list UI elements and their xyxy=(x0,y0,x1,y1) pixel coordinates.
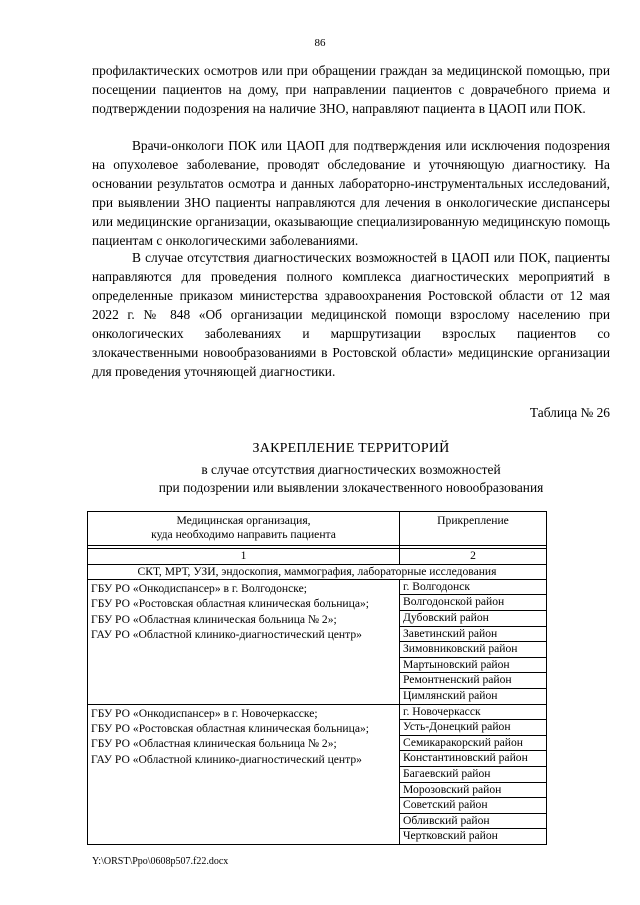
paragraph-2 xyxy=(92,136,610,250)
district-cell: Заветинский район xyxy=(400,626,547,642)
organization-name: ГБУ РО «Онкодиспансер» в г. Волгодонске; xyxy=(91,581,307,595)
organization-name: ГБУ РО «Ростовская областная клиническая больница»; xyxy=(91,597,370,611)
district-cell: Дубовский район xyxy=(400,611,547,627)
district-cell: Багаевский район xyxy=(400,766,547,782)
district-cell: Советский район xyxy=(400,798,547,814)
table-row xyxy=(88,579,547,595)
footer-file-path: Y:\ORST\Ppo\0608p507.f22.docx xyxy=(92,856,229,867)
organization-name: ГБУ РО «Ростовская областная клиническая больница»; xyxy=(91,721,370,735)
header-organization-line-1: Медицинская организация, xyxy=(176,514,311,527)
district-cell: Константиновский район xyxy=(400,751,547,767)
section-title: СКТ, МРТ, УЗИ, эндоскопия, маммография, лабораторные исследования xyxy=(88,564,547,579)
district-cell: Ремонтненский район xyxy=(400,673,547,689)
district-cell: Морозовский район xyxy=(400,782,547,798)
organization-name: ГБУ РО «Областная клиническая больница № 2»; xyxy=(91,737,337,751)
organization-cell xyxy=(88,704,400,844)
column-number-row xyxy=(88,549,547,564)
table-subtitle-line-2: при подозрении или выявлении злокачественного новообразования xyxy=(158,480,544,495)
header-organization-line-2: куда необходимо направить пациента xyxy=(151,528,336,542)
district-cell: Волгодонской район xyxy=(400,595,547,611)
table-label: Таблица № 26 xyxy=(529,405,610,420)
organization-cell xyxy=(88,579,400,704)
district-cell: Цимлянский район xyxy=(400,688,547,704)
territory-table xyxy=(87,511,547,845)
district-cell: Обливский район xyxy=(400,813,547,829)
table-subtitle xyxy=(92,461,610,497)
organization-name: ГАУ РО «Областной клинико-диагностический центр» xyxy=(91,752,362,766)
district-cell: Зимовниковский район xyxy=(400,642,547,658)
district-cell: г. Новочеркасск xyxy=(400,704,547,720)
section-row xyxy=(88,564,547,579)
header-attachment: Прикрепление xyxy=(400,512,547,546)
paragraph-1 xyxy=(92,61,610,118)
header-organization xyxy=(88,512,400,546)
paragraph-3 xyxy=(92,248,610,381)
paragraph-1-text: профилактических осмотров или при обращении граждан за медицинской помощью, при посещении пациентов на дому, при направлении пациентов с доврачебного приема и подтверждении подозрения на наличие ЗНО, направляют пациента в ЦАОП или ПОК. xyxy=(92,63,610,116)
table-header-row xyxy=(88,512,547,546)
table-subtitle-line-1: в случае отсутствия диагностических возможностей xyxy=(201,462,501,477)
district-cell: Семикаракорский район xyxy=(400,735,547,751)
column-number-1: 1 xyxy=(88,549,400,564)
paragraph-3-text: В случае отсутствия диагностических возможностей в ЦАОП или ПОК, пациенты направляются для проведения полного комплекса диагностических мероприятий в определенные приказом министерства здравоохранения Ростовской области от 12 мая 2022 г. № 848 «Об организации медицинской помощи взрослому населению при онкологических заболеваниях и маршрутизации взрослых пациентов со злокачественными новообразованиями в Ростовской области» медицинские организации для проведения уточняющей диагностики. xyxy=(92,250,610,379)
organization-name: ГБУ РО «Онкодиспансер» в г. Новочеркасске; xyxy=(91,706,318,720)
column-number-2: 2 xyxy=(400,549,547,564)
paragraph-2-text: Врачи-онкологи ПОК или ЦАОП для подтверждения или исключения подозрения на опухолевое заболевание, проводят обследование и уточняющую диагностику. На основании результатов осмотра и данных лабораторно-инструментальных исследований, при выявлении ЗНО пациенты направляются для лечения в онкологические диспансеры или медицинские организации, оказывающие специализированную медицинскую помощь пациентам с онкологическими заболеваниями. xyxy=(92,138,610,248)
district-cell: г. Волгодонск xyxy=(400,579,547,595)
organization-name: ГАУ РО «Областной клинико-диагностический центр» xyxy=(91,628,362,642)
table-row xyxy=(88,704,547,720)
district-cell: Чертковский район xyxy=(400,829,547,845)
table-title: ЗАКРЕПЛЕНИЕ ТЕРРИТОРИЙ xyxy=(252,441,450,456)
organization-name: ГБУ РО «Областная клиническая больница № 2»; xyxy=(91,612,337,626)
district-cell: Мартыновский район xyxy=(400,657,547,673)
district-cell: Усть-Донецкий район xyxy=(400,720,547,736)
page-number: 86 xyxy=(314,37,326,49)
